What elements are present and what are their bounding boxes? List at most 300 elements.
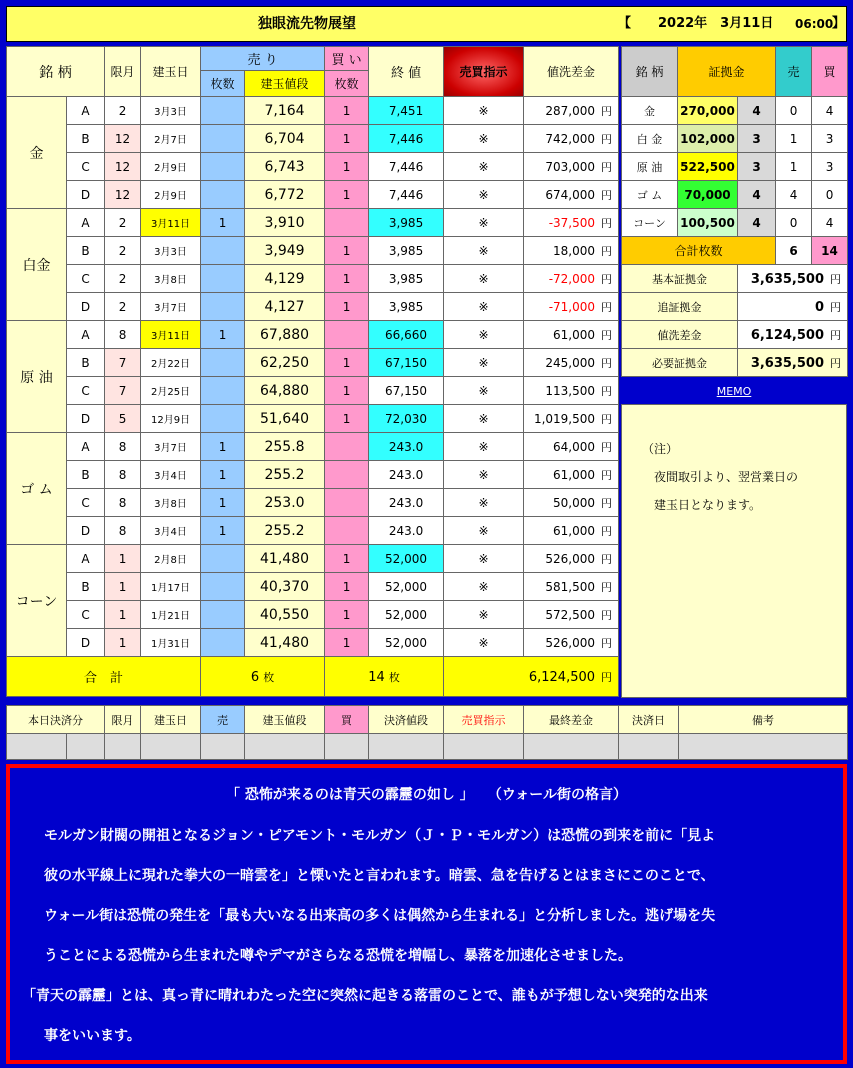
sell-count: 1 — [201, 321, 245, 349]
settlement-table — [6, 705, 848, 760]
position-date: 2月8日 — [141, 545, 201, 573]
sell-count — [201, 97, 245, 125]
margin-sell: 1 — [776, 153, 812, 181]
summary-value — [738, 265, 848, 293]
contract-code: B — [67, 237, 105, 265]
sell-count — [201, 601, 245, 629]
buy-count: 1 — [325, 349, 369, 377]
margin-amount: 102,000 — [678, 125, 738, 153]
settle-cell[interactable] — [7, 734, 67, 760]
contract-code: C — [67, 153, 105, 181]
contract-month: 8 — [105, 461, 141, 489]
margin-sell: 0 — [776, 97, 812, 125]
position-date: 3月4日 — [141, 461, 201, 489]
margin-total-sell: 6 — [776, 237, 812, 265]
header-kai: 買 い — [325, 47, 369, 71]
entry-price: 4,127 — [245, 293, 325, 321]
yen-unit: 円 — [601, 356, 613, 370]
buy-count — [325, 209, 369, 237]
margin-summary-table — [621, 46, 848, 377]
sell-count — [201, 573, 245, 601]
header-baibai-shiji: 売買指示 — [444, 47, 524, 97]
buy-count: 1 — [325, 377, 369, 405]
entry-price: 41,480 — [245, 545, 325, 573]
position-date: 2月7日 — [141, 125, 201, 153]
positions-table — [6, 46, 619, 697]
contract-code: B — [67, 461, 105, 489]
header-meigara: 銘 柄 — [7, 47, 105, 97]
entry-price: 40,550 — [245, 601, 325, 629]
entry-price: 40,370 — [245, 573, 325, 601]
total-label — [7, 657, 201, 697]
contract-month: 8 — [105, 433, 141, 461]
buy-count — [325, 461, 369, 489]
contract-code: D — [67, 629, 105, 657]
sell-count: 1 — [201, 517, 245, 545]
settle-cell[interactable] — [679, 734, 848, 760]
settle-cell[interactable] — [444, 734, 524, 760]
date-display — [610, 7, 846, 41]
margin-buy: 4 — [812, 97, 848, 125]
position-date: 2月9日 — [141, 181, 201, 209]
yen-unit: 円 — [601, 412, 613, 426]
yen-unit: 円 — [601, 160, 613, 174]
contract-code: A — [67, 97, 105, 125]
contract-month: 1 — [105, 629, 141, 657]
summary-row — [622, 265, 848, 293]
buy-count: 1 — [325, 125, 369, 153]
buy-count: 1 — [325, 181, 369, 209]
close-price: 52,000 — [369, 629, 444, 657]
header-tategyoku-bi: 建玉日 — [141, 47, 201, 97]
trade-signal: ※ — [444, 517, 524, 545]
memo-link-text[interactable]: MEMO — [716, 385, 752, 398]
sell-count — [201, 237, 245, 265]
entry-price: 3,910 — [245, 209, 325, 237]
position-row — [7, 405, 619, 433]
margin-commodity: 白 金 — [622, 125, 678, 153]
position-row — [7, 377, 619, 405]
trade-signal: ※ — [444, 489, 524, 517]
position-row — [7, 181, 619, 209]
header-bar — [6, 6, 847, 42]
report-date: 2022年 3月11日 — [658, 16, 774, 31]
settle-cell[interactable] — [141, 734, 201, 760]
buy-count: 1 — [325, 405, 369, 433]
entry-price: 6,772 — [245, 181, 325, 209]
margin-buy: 3 — [812, 125, 848, 153]
trade-signal: ※ — [444, 405, 524, 433]
margin-commodity: コーン — [622, 209, 678, 237]
position-row — [7, 97, 619, 125]
contract-code: C — [67, 377, 105, 405]
mark-to-market — [524, 153, 619, 181]
position-date: 3月3日 — [141, 237, 201, 265]
yen-unit: 円 — [601, 636, 613, 650]
close-price: 243.0 — [369, 461, 444, 489]
contract-month: 12 — [105, 153, 141, 181]
margin-commodity: 原 油 — [622, 153, 678, 181]
position-row — [7, 545, 619, 573]
buy-count: 1 — [325, 153, 369, 181]
position-row — [7, 433, 619, 461]
close-price: 3,985 — [369, 293, 444, 321]
summary-amount: 3,635,500 — [750, 355, 825, 371]
margin-total-label: 合計枚数 — [622, 237, 776, 265]
entry-price: 6,743 — [245, 153, 325, 181]
contract-code: D — [67, 517, 105, 545]
position-row — [7, 461, 619, 489]
settle-header-10: 備考 — [679, 706, 848, 734]
settle-header-0: 本日決済分 — [7, 706, 105, 734]
mark-to-market — [524, 601, 619, 629]
total-label-text: 合 計 — [84, 671, 124, 686]
position-date: 2月22日 — [141, 349, 201, 377]
position-row — [7, 265, 619, 293]
close-price: 7,451 — [369, 97, 444, 125]
contract-month: 2 — [105, 209, 141, 237]
memo-line-1: （注） — [642, 442, 679, 456]
mark-to-market-value: -72,000 — [548, 271, 596, 286]
trade-signal: ※ — [444, 461, 524, 489]
close-price: 3,985 — [369, 209, 444, 237]
sell-count — [201, 629, 245, 657]
sell-count: 1 — [201, 461, 245, 489]
contract-month: 1 — [105, 545, 141, 573]
contract-code: A — [67, 209, 105, 237]
quote-line-6: 事をいいます。 — [30, 1028, 141, 1044]
entry-price: 255.2 — [245, 517, 325, 545]
total-buy — [325, 657, 444, 697]
close-price: 67,150 — [369, 377, 444, 405]
close-price: 243.0 — [369, 433, 444, 461]
entry-price: 51,640 — [245, 405, 325, 433]
settle-cell[interactable] — [105, 734, 141, 760]
yen-unit: 円 — [601, 132, 613, 146]
position-row — [7, 489, 619, 517]
mark-to-market-value: 50,000 — [553, 495, 596, 510]
memo-panel — [621, 404, 847, 698]
mark-to-market-value: -71,000 — [548, 299, 596, 314]
mark-to-market — [524, 517, 619, 545]
mark-to-market — [524, 97, 619, 125]
yen-unit: 円 — [601, 580, 613, 594]
margin-sell: 1 — [776, 125, 812, 153]
memo-line-2: 夜間取引より、翌営業日の — [654, 470, 799, 484]
buy-count: 1 — [325, 293, 369, 321]
position-row — [7, 629, 619, 657]
contract-code: A — [67, 321, 105, 349]
contract-code: C — [67, 489, 105, 517]
trade-signal: ※ — [444, 433, 524, 461]
mark-to-market-value: 61,000 — [553, 327, 596, 342]
trade-signal: ※ — [444, 545, 524, 573]
position-row — [7, 321, 619, 349]
buy-count — [325, 321, 369, 349]
summary-row — [622, 293, 848, 321]
summary-label: 必要証拠金 — [622, 349, 738, 377]
margin-lots: 4 — [738, 97, 776, 125]
contract-month: 2 — [105, 97, 141, 125]
summary-amount: 0 — [814, 299, 825, 315]
buy-count: 1 — [325, 97, 369, 125]
mark-to-market — [524, 545, 619, 573]
mark-to-market-value: 287,000 — [545, 103, 596, 118]
summary-value — [738, 349, 848, 377]
contract-code: D — [67, 405, 105, 433]
close-price: 52,000 — [369, 573, 444, 601]
summary-value — [738, 321, 848, 349]
mark-to-market — [524, 573, 619, 601]
contract-month: 1 — [105, 573, 141, 601]
margin-amount: 100,500 — [678, 209, 738, 237]
margin-total-buy: 14 — [812, 237, 848, 265]
contract-month: 2 — [105, 237, 141, 265]
total-sell — [201, 657, 325, 697]
total-buy-count: 14 — [368, 669, 385, 685]
mark-to-market-value: 742,000 — [545, 131, 596, 146]
sell-count — [201, 405, 245, 433]
position-row — [7, 153, 619, 181]
settle-cell[interactable] — [619, 734, 679, 760]
sell-count — [201, 181, 245, 209]
trade-signal: ※ — [444, 321, 524, 349]
mark-to-market — [524, 349, 619, 377]
settle-cell[interactable] — [201, 734, 245, 760]
sell-count — [201, 349, 245, 377]
contract-month: 1 — [105, 601, 141, 629]
yen-unit: 円 — [601, 272, 613, 286]
position-row — [7, 125, 619, 153]
bracket-left: 【 — [618, 16, 632, 31]
contract-code: B — [67, 125, 105, 153]
total-buy-unit: 枚 — [388, 670, 400, 684]
header-tategyoku-nedan: 建玉値段 — [245, 71, 325, 97]
position-date: 3月11日 — [141, 321, 201, 349]
mark-to-market-value: 64,000 — [553, 439, 596, 454]
trade-signal: ※ — [444, 629, 524, 657]
settle-header-3: 売 — [201, 706, 245, 734]
mark-to-market — [524, 489, 619, 517]
entry-price: 7,164 — [245, 97, 325, 125]
close-price: 7,446 — [369, 125, 444, 153]
page-title: 独眼流先物展望 — [258, 16, 356, 32]
position-row — [7, 237, 619, 265]
settle-cell[interactable] — [369, 734, 444, 760]
commodity-name: 原 油 — [7, 321, 67, 433]
mark-to-market-value: 113,500 — [545, 383, 596, 398]
position-date: 2月9日 — [141, 153, 201, 181]
contract-month: 2 — [105, 265, 141, 293]
memo-line-3: 建玉日となります。 — [654, 498, 762, 512]
contract-month: 12 — [105, 181, 141, 209]
yen-unit: 円 — [601, 440, 613, 454]
side-header-uri: 売 — [776, 47, 812, 97]
contract-code: C — [67, 265, 105, 293]
margin-lots: 3 — [738, 153, 776, 181]
margin-amount: 522,500 — [678, 153, 738, 181]
position-date: 2月25日 — [141, 377, 201, 405]
mark-to-market-value: 526,000 — [545, 635, 596, 650]
settle-cell[interactable] — [524, 734, 619, 760]
trade-signal: ※ — [444, 209, 524, 237]
total-sell-unit: 枚 — [263, 670, 275, 684]
yen-unit: 円 — [601, 384, 613, 398]
total-diff-yen: 円 — [601, 670, 613, 684]
entry-price: 67,880 — [245, 321, 325, 349]
margin-commodity: 金 — [622, 97, 678, 125]
buy-count: 1 — [325, 629, 369, 657]
position-row — [7, 573, 619, 601]
trade-signal: ※ — [444, 377, 524, 405]
mark-to-market-value: 245,000 — [545, 355, 596, 370]
mark-to-market — [524, 321, 619, 349]
commodity-name: ゴ ム — [7, 433, 67, 545]
sell-count — [201, 125, 245, 153]
yen-unit: 円 — [601, 244, 613, 258]
buy-count: 1 — [325, 573, 369, 601]
position-date: 1月17日 — [141, 573, 201, 601]
margin-sell: 4 — [776, 181, 812, 209]
settle-header-7: 売買指示 — [444, 706, 524, 734]
mark-to-market — [524, 181, 619, 209]
summary-label: 基本証拠金 — [622, 265, 738, 293]
quote-box — [6, 764, 847, 1064]
entry-price: 41,480 — [245, 629, 325, 657]
summary-value — [738, 293, 848, 321]
buy-count: 1 — [325, 237, 369, 265]
settle-header-2: 建玉日 — [141, 706, 201, 734]
yen-unit: 円 — [601, 104, 613, 118]
trade-signal: ※ — [444, 97, 524, 125]
position-date: 3月8日 — [141, 489, 201, 517]
position-row — [7, 517, 619, 545]
position-row — [7, 209, 619, 237]
settle-header-6: 決済値段 — [369, 706, 444, 734]
commodity-name: 白金 — [7, 209, 67, 321]
contract-code: D — [67, 181, 105, 209]
close-price: 67,150 — [369, 349, 444, 377]
total-diff-value: 6,124,500 — [528, 669, 596, 685]
summary-amount: 6,124,500 — [750, 327, 825, 343]
settle-header-5: 買 — [325, 706, 369, 734]
entry-price: 4,129 — [245, 265, 325, 293]
margin-row — [622, 209, 848, 237]
settle-cell[interactable] — [245, 734, 325, 760]
mark-to-market — [524, 433, 619, 461]
mark-to-market — [524, 209, 619, 237]
close-price: 243.0 — [369, 489, 444, 517]
header-maisu-buy: 枚数 — [325, 71, 369, 97]
entry-price: 3,949 — [245, 237, 325, 265]
yen-unit: 円 — [601, 328, 613, 342]
mark-to-market — [524, 265, 619, 293]
trade-signal: ※ — [444, 293, 524, 321]
bracket-right: 】 — [832, 16, 846, 31]
settle-header-4: 建玉値段 — [245, 706, 325, 734]
contract-month: 2 — [105, 293, 141, 321]
yen-unit: 円 — [601, 188, 613, 202]
mark-to-market-value: 1,019,500 — [533, 411, 596, 426]
buy-count: 1 — [325, 601, 369, 629]
memo-link[interactable] — [621, 381, 847, 402]
contract-month: 7 — [105, 377, 141, 405]
trade-signal: ※ — [444, 153, 524, 181]
commodity-name: コーン — [7, 545, 67, 657]
trade-signal: ※ — [444, 573, 524, 601]
margin-buy: 4 — [812, 209, 848, 237]
side-header-meigara: 銘 柄 — [622, 47, 678, 97]
mark-to-market-value: 61,000 — [553, 523, 596, 538]
margin-lots: 4 — [738, 209, 776, 237]
sell-count: 1 — [201, 489, 245, 517]
entry-price: 255.2 — [245, 461, 325, 489]
margin-row — [622, 153, 848, 181]
contract-month: 7 — [105, 349, 141, 377]
sell-count — [201, 293, 245, 321]
quote-title: 「 恐怖が来るのは青天の霹靂の如し 」 （ウォール街の格言） — [226, 787, 627, 803]
header-uri: 売 り — [201, 47, 325, 71]
margin-total-row — [622, 237, 848, 265]
close-price: 3,985 — [369, 265, 444, 293]
position-date: 3月3日 — [141, 97, 201, 125]
position-date: 1月21日 — [141, 601, 201, 629]
close-price: 243.0 — [369, 517, 444, 545]
mark-to-market-value: 703,000 — [545, 159, 596, 174]
settle-header-8: 最終差金 — [524, 706, 619, 734]
margin-buy: 3 — [812, 153, 848, 181]
position-date: 3月7日 — [141, 433, 201, 461]
trade-signal: ※ — [444, 237, 524, 265]
position-date: 3月4日 — [141, 517, 201, 545]
close-price: 52,000 — [369, 601, 444, 629]
quote-line-2: 彼の水平線上に現れた拳大の一暗雲を」と慄いたと言われます。暗雲、急を告げるとはまさにこのことで、 — [30, 868, 715, 884]
trade-signal: ※ — [444, 181, 524, 209]
contract-code: B — [67, 349, 105, 377]
yen-unit: 円 — [601, 608, 613, 622]
mark-to-market-value: 526,000 — [545, 551, 596, 566]
sell-count: 1 — [201, 209, 245, 237]
margin-amount: 70,000 — [678, 181, 738, 209]
settle-cell[interactable] — [325, 734, 369, 760]
sell-count — [201, 545, 245, 573]
contract-code: A — [67, 433, 105, 461]
margin-sell: 0 — [776, 209, 812, 237]
mark-to-market-value: 572,500 — [545, 607, 596, 622]
header-owarine: 終 値 — [369, 47, 444, 97]
margin-lots: 3 — [738, 125, 776, 153]
close-price: 7,446 — [369, 153, 444, 181]
settle-header-9: 決済日 — [619, 706, 679, 734]
buy-count: 1 — [325, 545, 369, 573]
contract-code: B — [67, 573, 105, 601]
summary-label: 追証拠金 — [622, 293, 738, 321]
position-row — [7, 349, 619, 377]
yen-unit: 円 — [830, 300, 842, 314]
trade-signal: ※ — [444, 601, 524, 629]
quote-line-4: うことによる恐慌から生まれた噂やデマがさらなる恐慌を増幅し、暴落を加速化させました。 — [30, 948, 632, 964]
margin-row — [622, 97, 848, 125]
contract-month: 8 — [105, 321, 141, 349]
settle-cell[interactable] — [67, 734, 105, 760]
trade-signal: ※ — [444, 265, 524, 293]
sell-count — [201, 377, 245, 405]
sell-count — [201, 265, 245, 293]
sell-count — [201, 153, 245, 181]
entry-price: 64,880 — [245, 377, 325, 405]
entry-price: 253.0 — [245, 489, 325, 517]
position-date: 12月9日 — [141, 405, 201, 433]
